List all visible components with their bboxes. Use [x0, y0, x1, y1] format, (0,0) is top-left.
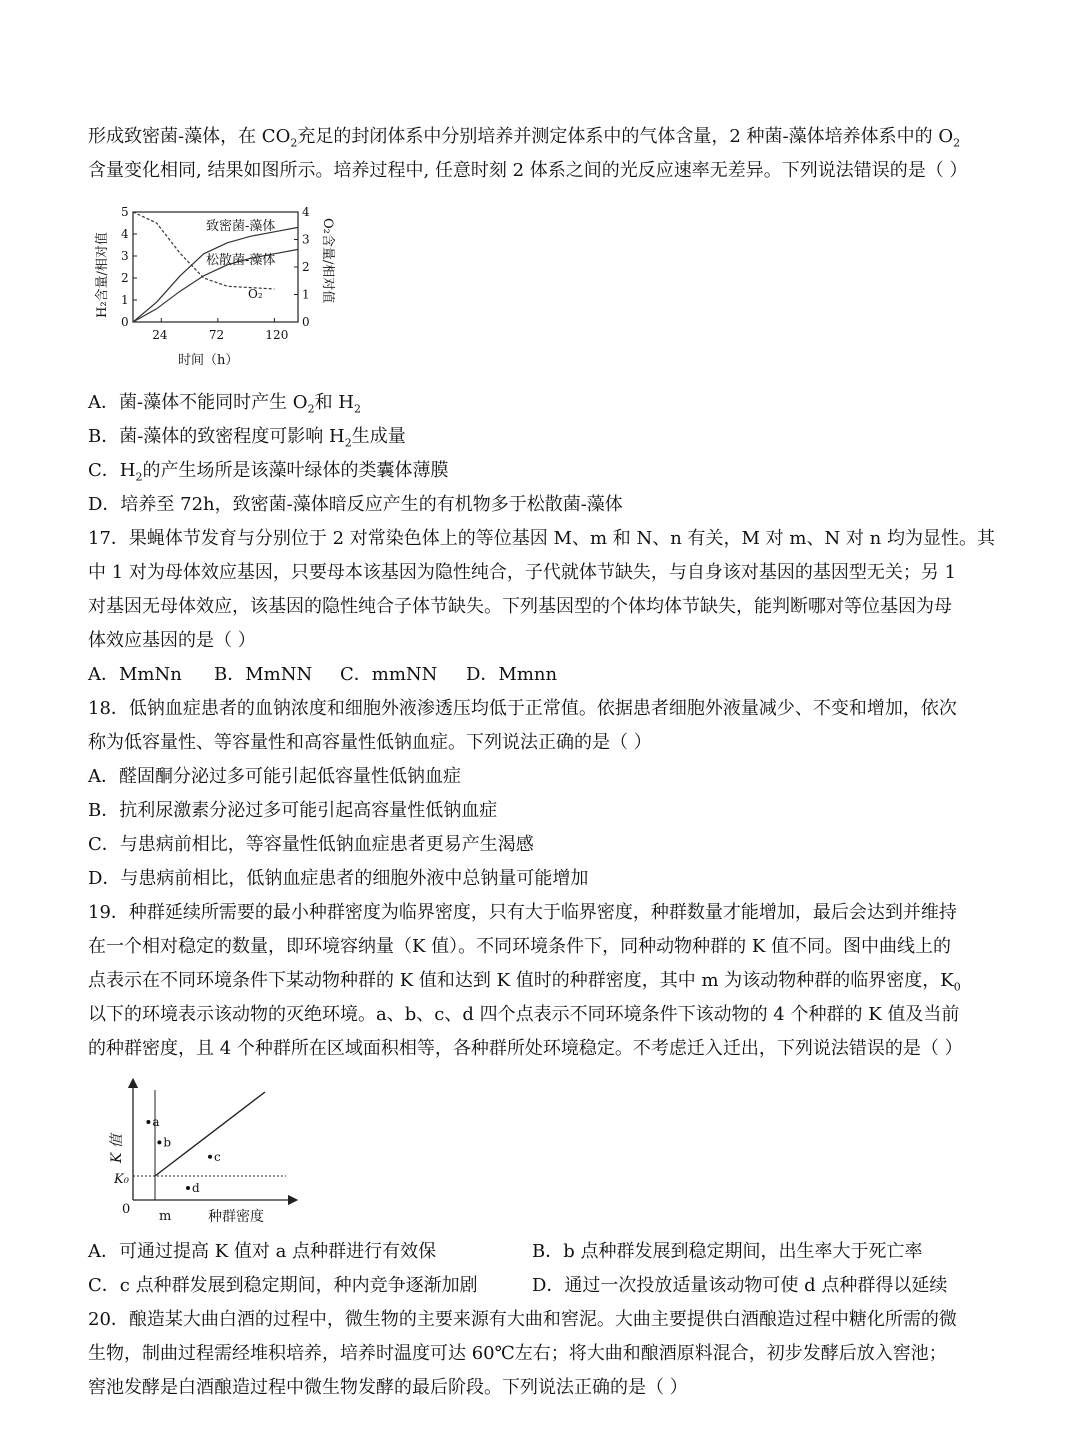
chart-k-value	[88, 1075, 308, 1230]
q16-option-c-text: C．H	[88, 460, 136, 481]
chart2-marks	[133, 1090, 286, 1200]
q18-option-a: A．醛固酮分泌过多可能引起低容量性低钠血症	[88, 766, 461, 787]
q16-intro-line-1	[88, 120, 998, 154]
subscript: 2	[344, 436, 352, 450]
chart1-left-tick-label: 0	[121, 315, 129, 329]
q17-line-2: 中 1 对为母体效应基因，只要母本该基因为隐性纯合，子代就体节缺失，与自身该对基因的基因型无关；另 1	[88, 562, 957, 583]
chart2-point-a	[146, 1120, 150, 1124]
q19-line-4: 以下的环境表示该动物的灭绝环境。a、b、c、d 四个点表示不同环境条件下该动物的 4 个种群的 K 值及当前	[88, 1004, 960, 1025]
q18-line-2: 称为低容量性、等容量性和高容量性低钠血症。下列说法正确的是（ ）	[88, 732, 652, 753]
chart2-point-b	[157, 1140, 161, 1144]
chart-gas-content	[88, 200, 335, 370]
subscript: 2	[135, 470, 143, 484]
q16-intro	[88, 120, 998, 188]
q18-option-b: B．抗利尿激素分泌过多可能引起高容量性低钠血症	[88, 800, 498, 821]
q19-option-a: A．可通过提高 K 值对 a 点种群进行有效保	[88, 1241, 437, 1262]
chart2-point-label-a: a	[152, 1115, 160, 1129]
chart2-point-d	[186, 1186, 190, 1190]
chart1-x-tick-label: 24	[152, 328, 168, 342]
chart1-right-tick-label: 0	[302, 315, 310, 329]
q17-stem	[88, 522, 998, 658]
q16-option-d: D．培养至 72h，致密菌-藻体暗反应产生的有机物多于松散菌-藻体	[88, 494, 623, 515]
q20-line-2: 生物，制曲过程需经堆积培养，培养时温度可达 60℃左右；将大曲和酿酒原料混合，初步发酵后放入窖池；	[88, 1343, 947, 1364]
q18-stem	[88, 692, 998, 760]
q20-line-1: 20．酿造某大曲白酒的过程中，微生物的主要来源有大曲和窖泥。大曲主要提供白酒酿造过程中糖化所需的微	[88, 1309, 957, 1330]
q19-line-5: 的种群密度，且 4 个种群所在区域面积相等，各种群所处环境稳定。不考虑迁入迁出，下列说法错误的是（ ）	[88, 1038, 963, 1059]
chart1-x-tick-label: 120	[265, 328, 289, 342]
chart2-k-line	[155, 1092, 265, 1176]
chart1-x-axis-label: 时间（h）	[178, 353, 239, 368]
subscript: 0	[953, 980, 961, 994]
q16-option-c	[88, 454, 448, 488]
q20-line-3: 窖池发酵是白酒酿造过程中微生物发酵的最后阶段。下列说法正确的是（ ）	[88, 1377, 688, 1398]
q16-option-b-text: B．菌-藻体的致密程度可影响 H	[88, 426, 345, 447]
q16-intro-line-2: 含量变化相同, 结果如图所示。培养过程中, 任意时刻 2 体系之间的光反应速率无差异。下列说法错误的是（ ）	[88, 160, 968, 181]
q19-line-3	[88, 964, 998, 998]
q16-option-c-text-2: 的产生场所是该藻叶绿体的类囊体薄膜	[142, 460, 449, 481]
chart1-left-tick-label: 2	[121, 271, 129, 285]
q17-option-a: A．MmNn	[88, 664, 182, 685]
subscript: 2	[307, 402, 315, 416]
chart2-k0-label: K₀	[114, 1172, 129, 1187]
q19-option-d: D．通过一次投放适量该动物可使 d 点种群得以延续	[532, 1275, 948, 1296]
chart2-m-label: m	[159, 1209, 172, 1224]
chart1-left-axis-label: H₂含量/相对值	[95, 232, 110, 318]
chart2-point-label-c: c	[214, 1149, 221, 1164]
chart1-right-tick-label: 3	[302, 232, 310, 247]
q19-option-c: C．c 点种群发展到稳定期间，种内竞争逐渐加剧	[88, 1275, 478, 1296]
chart2-x-axis-label: 种群密度	[208, 1209, 264, 1225]
chart1-right-tick-label: 1	[302, 287, 310, 302]
chart1-right-tick-label: 4	[302, 205, 310, 219]
chart2-point-c	[208, 1155, 212, 1159]
chart2-point-label-d: d	[192, 1181, 200, 1195]
chart2-point-label-b: b	[163, 1135, 172, 1150]
q19-line-2: 在一个相对稳定的数量，即环境容纳量（K 值）。不同环境条件下，同种动物种群的 K 值不同。图中曲线上的	[88, 936, 952, 957]
chart1-right-axis-label: O₂含量/相对值	[320, 218, 335, 304]
q17-line-1: 17．果蝇体节发育与分别位于 2 对常染色体上的等位基因 M、m 和 N、n 有关，M 对 m、N 对 n 均为显性。其	[88, 528, 995, 549]
q17-option-b: B．MmNN	[214, 664, 313, 685]
q20-stem	[88, 1303, 998, 1405]
subscript: 2	[353, 402, 361, 416]
chart1-left-tick-label: 3	[121, 249, 129, 263]
q18-line-1: 18．低钠血症患者的血钠浓度和细胞外液渗透压均低于正常值。依据患者细胞外液量减少、不变和增加，依次	[88, 698, 957, 719]
chart2-y-axis-label: K 值	[109, 1134, 125, 1163]
q19-line-1: 19．种群延续所需要的最小种群密度为临界密度，只有大于临界密度，种群数量才能增加，最后会达到并维持	[88, 902, 957, 923]
subscript: 2	[290, 136, 298, 150]
q19-line-3-text: 点表示在不同环境条件下某动物种群的 K 值和达到 K 值时的种群密度，其中 m 为该动物种群的临界密度，K	[88, 970, 954, 991]
q16-option-a	[88, 386, 361, 420]
q19-option-b: B．b 点种群发展到稳定期间，出生率大于死亡率	[532, 1241, 923, 1262]
subscript: 2	[953, 136, 961, 150]
chart1-label-dense: 致密菌-藻体	[206, 219, 276, 234]
q16-intro-text-1a: 形成致密菌-藻体，在 CO	[88, 126, 291, 147]
q17-line-4: 体效应基因的是（ ）	[88, 630, 256, 651]
q16-intro-text-1b: 充足的封闭体系中分别培养并测定体系中的气体含量，2 种菌-藻体培养体系中的 O	[297, 126, 954, 147]
chart1-x-tick-label: 72	[208, 328, 225, 342]
chart1-left-tick-label: 4	[121, 227, 129, 241]
chart1-label-loose: 松散菌-藻体	[206, 253, 276, 268]
q16-option-b-text-2: 生成量	[351, 426, 406, 447]
chart1-left-tick-label: 5	[121, 205, 129, 219]
q16-option-a-text-2: 和 H	[314, 392, 354, 413]
q17-line-3: 对基因无母体效应，该基因的隐性纯合子体节缺失。下列基因型的个体均体节缺失，能判断哪对等位基因为母	[88, 596, 952, 617]
chart2-origin-label: 0	[122, 1202, 131, 1217]
chart1-label-o2: O₂	[248, 287, 263, 301]
chart1-left-tick-label: 1	[121, 293, 129, 307]
q17-option-c: C．mmNN	[340, 664, 438, 685]
q18-option-c: C．与患病前相比，等容量性低钠血症患者更易产生渴感	[88, 834, 534, 855]
chart1-right-tick-label: 2	[302, 260, 310, 274]
q19-stem	[88, 896, 998, 1066]
q18-option-d: D．与患病前相比，低钠血症患者的细胞外液中总钠量可能增加	[88, 868, 589, 889]
q16-option-b	[88, 420, 406, 454]
q17-option-d: D．Mmnn	[466, 664, 558, 685]
q16-option-a-text: A．菌-藻体不能同时产生 O	[88, 392, 308, 413]
